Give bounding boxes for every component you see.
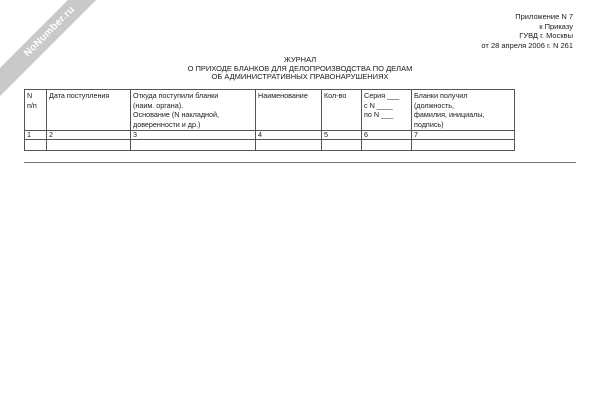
empty-cell — [322, 140, 362, 151]
header-cell-name: Наименование — [256, 90, 322, 131]
title-line: ЖУРНАЛ — [283, 55, 317, 64]
column-number-cell: 1 — [25, 131, 47, 140]
header-cell-date: Дата поступления — [47, 90, 131, 131]
document-title — [0, 56, 600, 82]
header-cell-number: N п/п — [25, 90, 47, 131]
column-number-cell: 4 — [256, 131, 322, 140]
empty-cell — [362, 140, 412, 151]
column-number-row — [25, 131, 515, 140]
empty-cell — [256, 140, 322, 151]
journal-table — [24, 89, 515, 151]
header-cell-received-by: Бланки получил (должность, фамилия, инициалы, подпись) — [412, 90, 515, 131]
table-header-row — [25, 90, 515, 131]
title-line: ОБ АДМИНИСТРАТИВНЫХ ПРАВОНАРУШЕНИЯХ — [211, 72, 389, 81]
appendix-line: к Приказу — [539, 21, 573, 31]
column-number-cell: 5 — [322, 131, 362, 140]
empty-cell — [25, 140, 47, 151]
empty-cell — [412, 140, 515, 151]
header-cell-source: Откуда поступили бланки (наим. органа). Основание (N накладной, доверенности и др.) — [131, 90, 256, 131]
table-row-empty — [25, 140, 515, 151]
horizontal-divider — [24, 162, 576, 163]
appendix-line: от 28 апреля 2006 г. N 261 — [481, 40, 573, 50]
appendix-line: ГУВД г. Москвы — [519, 31, 573, 40]
appendix-block — [481, 12, 573, 50]
appendix-line: Приложение N 7 — [515, 12, 573, 21]
header-cell-series: Серия ___ с N ____ по N ___ — [362, 90, 412, 131]
empty-cell — [47, 140, 131, 151]
title-line: О ПРИХОДЕ БЛАНКОВ ДЛЯ ДЕЛОПРОИЗВОДСТВА ПО ДЕЛАМ — [187, 63, 413, 73]
column-number-cell: 3 — [131, 131, 256, 140]
header-cell-quantity: Кол-во — [322, 90, 362, 131]
column-number-cell: 7 — [412, 131, 515, 140]
watermark-text: NoNumber.ru — [0, 0, 118, 103]
column-number-cell: 6 — [362, 131, 412, 140]
column-number-cell: 2 — [47, 131, 131, 140]
empty-cell — [131, 140, 256, 151]
